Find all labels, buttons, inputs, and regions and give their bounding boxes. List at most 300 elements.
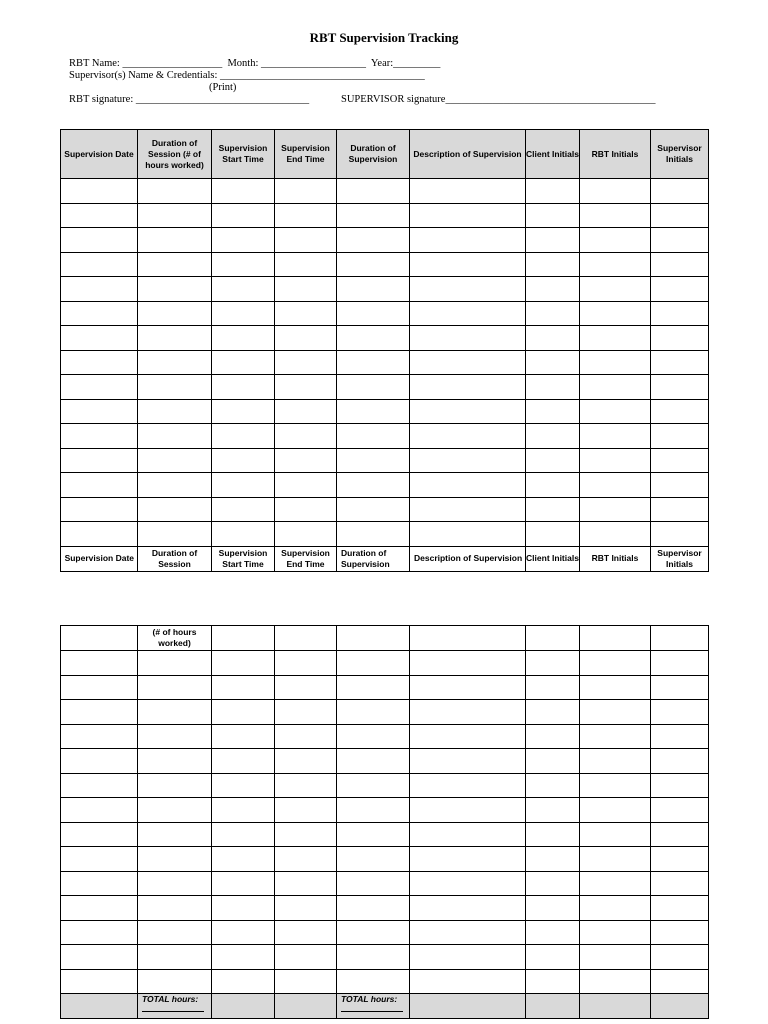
entry-cell[interactable] (410, 945, 526, 970)
entry-cell[interactable] (410, 773, 526, 798)
entry-cell[interactable] (410, 277, 526, 302)
entry-cell[interactable] (337, 969, 410, 994)
entry-cell[interactable] (526, 228, 580, 253)
entry-cell[interactable] (275, 350, 337, 375)
entry-cell[interactable] (138, 822, 212, 847)
entry-cell[interactable] (526, 375, 580, 400)
entry-cell[interactable] (580, 228, 651, 253)
col-header-start-time: Supervision Start Time (212, 130, 275, 179)
entry-cell[interactable] (61, 896, 138, 921)
entry-cell[interactable] (410, 350, 526, 375)
entry-cell[interactable] (580, 847, 651, 872)
foot-supervisor-initials: Supervisor Initials (651, 546, 709, 571)
foot-description: Description of Supervision (410, 546, 526, 571)
entry-cell[interactable] (212, 847, 275, 872)
entry-cell[interactable] (526, 252, 580, 277)
entry-cell[interactable] (580, 399, 651, 424)
entry-cell[interactable] (61, 473, 138, 498)
entry-cell[interactable] (410, 448, 526, 473)
entry-cell[interactable] (138, 675, 212, 700)
entry-cell[interactable] (275, 497, 337, 522)
entry-cell[interactable] (526, 651, 580, 676)
entry-cell[interactable] (526, 724, 580, 749)
entry-cell[interactable] (526, 448, 580, 473)
entry-cell[interactable] (337, 945, 410, 970)
entry-cell[interactable] (580, 375, 651, 400)
entry-cell[interactable] (212, 326, 275, 351)
entry-cell[interactable] (61, 945, 138, 970)
table-row (61, 301, 709, 326)
entry-cell[interactable] (275, 675, 337, 700)
table-row (61, 522, 709, 547)
entry-cell[interactable] (212, 822, 275, 847)
entry-cell[interactable] (580, 749, 651, 774)
entry-cell[interactable] (275, 896, 337, 921)
entry-cell[interactable] (526, 896, 580, 921)
entry-cell[interactable] (526, 399, 580, 424)
entry-cell[interactable] (651, 700, 709, 725)
entry-cell[interactable] (138, 375, 212, 400)
entry-cell[interactable] (337, 773, 410, 798)
entry-cell[interactable] (138, 945, 212, 970)
entry-cell[interactable] (138, 847, 212, 872)
table-row (61, 896, 709, 921)
entry-cell[interactable] (61, 798, 138, 823)
entry-cell[interactable] (138, 969, 212, 994)
entry-cell[interactable] (580, 651, 651, 676)
entry-cell[interactable] (275, 724, 337, 749)
entry-cell[interactable] (651, 969, 709, 994)
entry-cell[interactable] (580, 700, 651, 725)
entry-cell[interactable] (410, 822, 526, 847)
entry-cell[interactable] (212, 700, 275, 725)
entry-cell[interactable] (275, 179, 337, 204)
entry-cell[interactable] (410, 326, 526, 351)
entry-cell[interactable] (337, 350, 410, 375)
entry-cell[interactable] (212, 350, 275, 375)
total-hours-session: TOTAL hours: (138, 994, 212, 1019)
foot-date: Supervision Date (61, 546, 138, 571)
entry-cell[interactable] (651, 522, 709, 547)
entry-cell[interactable] (526, 847, 580, 872)
entry-cell[interactable] (410, 871, 526, 896)
entry-cell[interactable] (275, 424, 337, 449)
col-header-rbt-initials: RBT Initials (580, 130, 651, 179)
foot-end-time: Supervision End Time (275, 546, 337, 571)
entry-cell[interactable] (651, 896, 709, 921)
entry-cell[interactable] (212, 945, 275, 970)
entry-cell[interactable] (410, 522, 526, 547)
entry-cell[interactable] (275, 969, 337, 994)
entry-cell[interactable] (337, 871, 410, 896)
entry-cell[interactable] (275, 945, 337, 970)
table-row (61, 773, 709, 798)
entry-cell[interactable] (651, 179, 709, 204)
foot-duration-supervision: Duration of Supervision (337, 546, 410, 571)
entry-cell[interactable] (61, 252, 138, 277)
entry-cell[interactable] (580, 497, 651, 522)
entry-cell[interactable] (651, 424, 709, 449)
entry-cell[interactable] (580, 724, 651, 749)
entry-cell[interactable] (337, 399, 410, 424)
entry-cell[interactable] (337, 798, 410, 823)
entry-cell[interactable] (275, 749, 337, 774)
entry-cell[interactable] (580, 252, 651, 277)
entry-cell[interactable] (138, 724, 212, 749)
entry-cell[interactable] (61, 871, 138, 896)
entry-cell[interactable] (138, 798, 212, 823)
entry-cell[interactable] (275, 228, 337, 253)
entry-cell[interactable] (337, 522, 410, 547)
entry-cell[interactable] (337, 473, 410, 498)
entry-cell[interactable] (651, 350, 709, 375)
entry-cell[interactable] (410, 724, 526, 749)
entry-cell[interactable] (651, 724, 709, 749)
entry-cell[interactable] (337, 724, 410, 749)
entry-cell[interactable] (580, 350, 651, 375)
entry-cell[interactable] (138, 773, 212, 798)
entry-cell[interactable] (410, 301, 526, 326)
entry-cell[interactable] (580, 969, 651, 994)
entry-cell[interactable] (275, 871, 337, 896)
entry-cell[interactable] (337, 448, 410, 473)
table-row (61, 847, 709, 872)
entry-cell[interactable] (526, 920, 580, 945)
entry-cell[interactable] (212, 424, 275, 449)
entry-cell[interactable] (275, 448, 337, 473)
table-row (61, 969, 709, 994)
entry-cell[interactable] (580, 945, 651, 970)
entry-cell[interactable] (651, 651, 709, 676)
entry-cell[interactable] (410, 969, 526, 994)
entry-cell[interactable] (61, 375, 138, 400)
entry-cell[interactable] (61, 749, 138, 774)
entry-cell[interactable] (526, 871, 580, 896)
entry-cell[interactable] (580, 773, 651, 798)
entry-cell[interactable] (275, 326, 337, 351)
entry-cell[interactable] (410, 473, 526, 498)
entry-cell[interactable] (212, 651, 275, 676)
entry-cell[interactable] (212, 675, 275, 700)
entry-cell[interactable] (212, 252, 275, 277)
entry-cell[interactable] (410, 399, 526, 424)
total-row (61, 994, 709, 1019)
entry-cell[interactable] (212, 724, 275, 749)
entry-cell[interactable] (337, 749, 410, 774)
table-row (61, 179, 709, 204)
entry-cell[interactable] (651, 749, 709, 774)
entry-cell[interactable] (138, 301, 212, 326)
entry-cell[interactable] (138, 871, 212, 896)
entry-cell[interactable] (651, 301, 709, 326)
entry-cell[interactable] (61, 277, 138, 302)
entry-cell[interactable] (212, 871, 275, 896)
entry-cell[interactable] (651, 871, 709, 896)
entry-cell[interactable] (410, 497, 526, 522)
entry-cell[interactable] (526, 749, 580, 774)
entry-cell[interactable] (651, 773, 709, 798)
table-row (61, 375, 709, 400)
entry-cell[interactable] (61, 228, 138, 253)
entry-cell[interactable] (410, 203, 526, 228)
entry-cell[interactable] (410, 700, 526, 725)
entry-cell[interactable] (337, 497, 410, 522)
entry-cell[interactable] (526, 473, 580, 498)
supervision-table-1 (60, 129, 709, 572)
entry-cell[interactable] (651, 847, 709, 872)
entry-cell[interactable] (651, 326, 709, 351)
entry-cell[interactable] (337, 822, 410, 847)
col-header-date: Supervision Date (61, 130, 138, 179)
entry-cell[interactable] (410, 375, 526, 400)
entry-cell[interactable] (410, 798, 526, 823)
entry-cell[interactable] (651, 945, 709, 970)
entry-cell[interactable] (580, 522, 651, 547)
entry-cell[interactable] (526, 969, 580, 994)
entry-cell[interactable] (212, 448, 275, 473)
entry-cell[interactable] (651, 203, 709, 228)
entry-cell[interactable] (61, 675, 138, 700)
entry-cell[interactable] (580, 448, 651, 473)
entry-cell[interactable] (526, 326, 580, 351)
entry-cell[interactable] (580, 920, 651, 945)
entry-cell[interactable] (61, 651, 138, 676)
entry-cell[interactable] (337, 277, 410, 302)
entry-cell[interactable] (651, 277, 709, 302)
entry-cell[interactable] (337, 301, 410, 326)
entry-cell[interactable] (61, 179, 138, 204)
entry-cell[interactable] (61, 497, 138, 522)
entry-cell[interactable] (337, 203, 410, 228)
entry-cell[interactable] (61, 326, 138, 351)
entry-cell[interactable] (138, 896, 212, 921)
col-header-client-initials: Client Initials (526, 130, 580, 179)
entry-cell[interactable] (410, 228, 526, 253)
entry-cell[interactable] (580, 203, 651, 228)
entry-cell[interactable] (275, 252, 337, 277)
entry-cell[interactable] (337, 424, 410, 449)
entry-cell[interactable] (138, 228, 212, 253)
entry-cell[interactable] (526, 424, 580, 449)
entry-cell[interactable] (212, 749, 275, 774)
entry-cell[interactable] (580, 424, 651, 449)
entry-cell[interactable] (651, 228, 709, 253)
table-row (61, 871, 709, 896)
entry-cell[interactable] (138, 700, 212, 725)
entry-cell[interactable] (275, 473, 337, 498)
entry-cell[interactable] (275, 375, 337, 400)
entry-cell[interactable] (580, 277, 651, 302)
entry-cell[interactable] (212, 920, 275, 945)
entry-cell[interactable] (275, 920, 337, 945)
rbt-signature-line: RBT signature: _________________________________ (69, 94, 312, 105)
entry-cell[interactable] (138, 424, 212, 449)
entry-cell[interactable] (138, 497, 212, 522)
table-row (61, 424, 709, 449)
entry-cell[interactable] (61, 203, 138, 228)
entry-cell[interactable] (580, 675, 651, 700)
entry-cell[interactable] (337, 700, 410, 725)
entry-cell[interactable] (138, 203, 212, 228)
entry-cell[interactable] (61, 522, 138, 547)
entry-cell[interactable] (138, 522, 212, 547)
entry-cell[interactable] (410, 179, 526, 204)
entry-cell[interactable] (275, 522, 337, 547)
entry-cell[interactable] (580, 179, 651, 204)
entry-cell[interactable] (61, 399, 138, 424)
table-row (61, 252, 709, 277)
entry-cell[interactable] (275, 798, 337, 823)
entry-cell[interactable] (337, 651, 410, 676)
table-row (61, 448, 709, 473)
supervisor-signature-line: SUPERVISOR signature________________________________________ (341, 94, 656, 105)
entry-cell[interactable] (61, 301, 138, 326)
table-footer-row (61, 546, 709, 571)
entry-cell[interactable] (337, 920, 410, 945)
entry-cell[interactable] (275, 301, 337, 326)
entry-cell[interactable] (212, 375, 275, 400)
entry-cell[interactable] (138, 920, 212, 945)
entry-cell[interactable] (337, 675, 410, 700)
entry-cell[interactable] (138, 399, 212, 424)
entry-cell[interactable] (410, 252, 526, 277)
entry-cell[interactable] (580, 822, 651, 847)
entry-cell[interactable] (337, 326, 410, 351)
table-row (61, 326, 709, 351)
entry-cell[interactable] (651, 448, 709, 473)
entry-cell[interactable] (275, 700, 337, 725)
entry-cell[interactable] (275, 822, 337, 847)
col-header-duration-session: Duration of Session (# of hours worked) (138, 130, 212, 179)
entry-cell[interactable] (580, 473, 651, 498)
entry-cell[interactable] (275, 277, 337, 302)
entry-cell[interactable] (337, 375, 410, 400)
entry-cell[interactable] (526, 497, 580, 522)
entry-cell[interactable] (212, 203, 275, 228)
entry-cell[interactable] (275, 847, 337, 872)
entry-cell[interactable] (526, 179, 580, 204)
entry-cell[interactable] (410, 749, 526, 774)
entry-cell[interactable] (410, 920, 526, 945)
entry-cell[interactable] (212, 896, 275, 921)
entry-cell[interactable] (410, 675, 526, 700)
foot-duration-session: Duration of Session (138, 546, 212, 571)
entry-cell[interactable] (138, 350, 212, 375)
entry-cell[interactable] (651, 675, 709, 700)
entry-cell[interactable] (337, 847, 410, 872)
entry-cell[interactable] (275, 651, 337, 676)
table-row (61, 228, 709, 253)
table-row (61, 822, 709, 847)
entry-cell[interactable] (61, 448, 138, 473)
entry-cell[interactable] (526, 675, 580, 700)
entry-cell[interactable] (410, 847, 526, 872)
entry-cell[interactable] (526, 945, 580, 970)
entry-cell[interactable] (138, 179, 212, 204)
table-row (61, 399, 709, 424)
entry-cell[interactable] (61, 424, 138, 449)
entry-cell[interactable] (212, 399, 275, 424)
entry-cell[interactable] (61, 969, 138, 994)
entry-cell[interactable] (138, 749, 212, 774)
entry-cell[interactable] (526, 822, 580, 847)
entry-cell[interactable] (212, 277, 275, 302)
entry-cell[interactable] (337, 179, 410, 204)
entry-cell[interactable] (526, 203, 580, 228)
entry-cell[interactable] (337, 252, 410, 277)
page-title: RBT Supervision Tracking (309, 30, 459, 45)
entry-cell[interactable] (651, 920, 709, 945)
entry-cell[interactable] (212, 179, 275, 204)
entry-cell[interactable] (61, 700, 138, 725)
entry-cell[interactable] (651, 375, 709, 400)
entry-cell[interactable] (138, 473, 212, 498)
entry-cell[interactable] (275, 773, 337, 798)
entry-cell[interactable] (275, 399, 337, 424)
entry-cell[interactable] (580, 798, 651, 823)
entry-cell[interactable] (337, 896, 410, 921)
entry-cell[interactable] (651, 497, 709, 522)
entry-cell[interactable] (651, 473, 709, 498)
entry-cell[interactable] (651, 399, 709, 424)
table-header-row (61, 130, 709, 179)
entry-cell[interactable] (61, 724, 138, 749)
entry-cell[interactable] (526, 798, 580, 823)
entry-cell[interactable] (212, 522, 275, 547)
entry-cell[interactable] (526, 277, 580, 302)
entry-cell[interactable] (138, 651, 212, 676)
entry-cell[interactable] (651, 798, 709, 823)
entry-cell[interactable] (138, 277, 212, 302)
entry-cell[interactable] (580, 326, 651, 351)
entry-cell[interactable] (526, 301, 580, 326)
entry-cell[interactable] (526, 522, 580, 547)
entry-cell[interactable] (410, 424, 526, 449)
entry-cell[interactable] (212, 473, 275, 498)
entry-cell[interactable] (337, 228, 410, 253)
table-row (61, 497, 709, 522)
entry-cell[interactable] (651, 822, 709, 847)
entry-cell[interactable] (275, 203, 337, 228)
entry-cell[interactable] (580, 871, 651, 896)
entry-cell[interactable] (61, 773, 138, 798)
entry-cell[interactable] (526, 350, 580, 375)
table-row (61, 945, 709, 970)
entry-cell[interactable] (138, 448, 212, 473)
entry-cell[interactable] (580, 896, 651, 921)
entry-cell[interactable] (526, 700, 580, 725)
entry-cell[interactable] (410, 651, 526, 676)
entry-cell[interactable] (651, 252, 709, 277)
entry-cell[interactable] (580, 301, 651, 326)
continued-hours-label: (# of hours worked) (138, 626, 212, 651)
entry-cell[interactable] (61, 920, 138, 945)
entry-cell[interactable] (138, 252, 212, 277)
entry-cell[interactable] (410, 896, 526, 921)
entry-cell[interactable] (61, 350, 138, 375)
entry-cell[interactable] (61, 847, 138, 872)
entry-cell[interactable] (138, 326, 212, 351)
rbt-name-line: RBT Name: ___________________ Month: ____________________ Year:_________ (69, 58, 441, 69)
entry-cell[interactable] (212, 773, 275, 798)
entry-cell[interactable] (61, 822, 138, 847)
entry-cell[interactable] (212, 969, 275, 994)
entry-cell[interactable] (212, 798, 275, 823)
entry-cell[interactable] (212, 497, 275, 522)
entry-cell[interactable] (526, 773, 580, 798)
entry-cell[interactable] (212, 228, 275, 253)
entry-cell[interactable] (212, 301, 275, 326)
